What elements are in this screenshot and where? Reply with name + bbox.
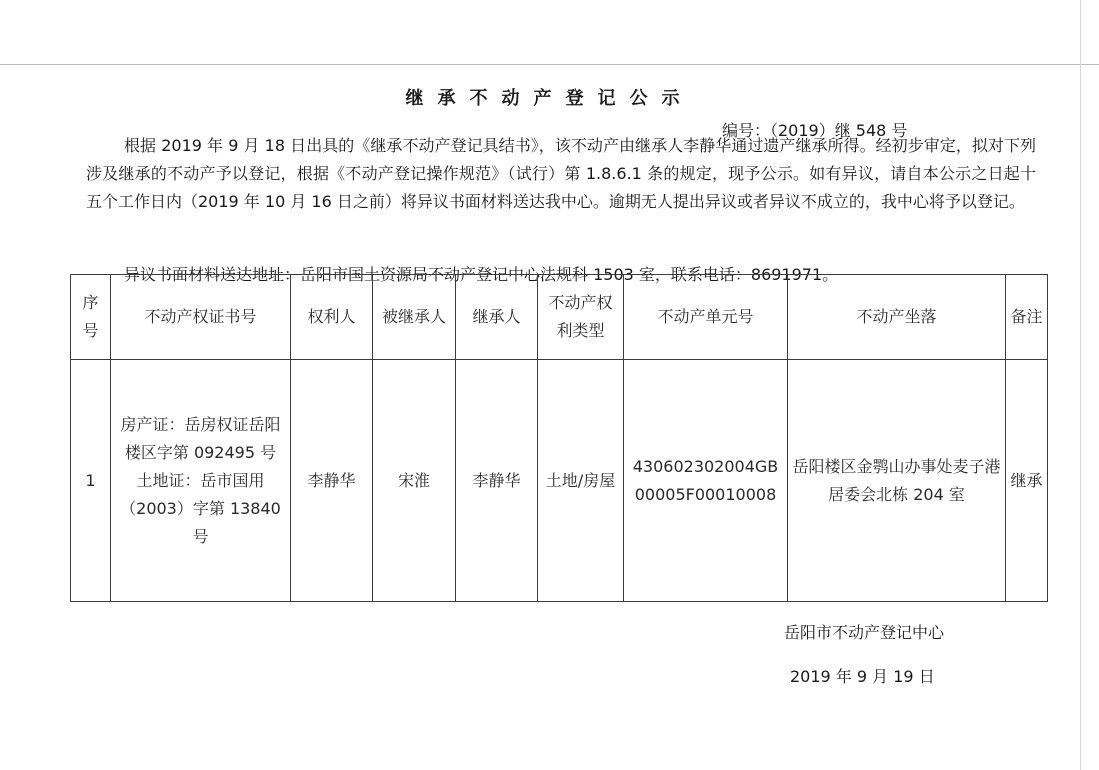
header-unit-no: 不动产单元号 xyxy=(624,275,788,360)
header-right-type: 不动产权利类型 xyxy=(538,275,624,360)
header-decedent: 被继承人 xyxy=(373,275,456,360)
cell-location: 岳阳楼区金鹗山办事处麦子港居委会北栋 204 室 xyxy=(788,360,1006,602)
signature-organization: 岳阳市不动产登记中心 xyxy=(784,623,945,642)
header-heir: 继承人 xyxy=(456,275,538,360)
cell-heir: 李静华 xyxy=(456,360,538,602)
cell-cert-house: 房产证：岳房权证岳阳楼区字第 092495 号 xyxy=(120,414,281,462)
header-cert-no: 不动产权证书号 xyxy=(111,275,291,360)
table-header-row xyxy=(71,275,1048,360)
objection-address: 异议书面材料送达地址：岳阳市国土资源局不动产登记中心法规科 1503 室，联系电话：8691971。 xyxy=(124,265,839,284)
property-table xyxy=(70,274,1048,602)
scan-edge-right xyxy=(1080,0,1081,770)
notice-paragraph: 根据 2019 年 9 月 18 日出具的《继承不动产登记具结书》，该不动产由继承人李静华通过遗产继承所得。经初步审定，拟对下列涉及继承的不动产予以登记，根据《不动产登记操作规范》（试行）第 1.8.6.1 条的规定，现予公示。如有异议，请自本公示之日起十五个工作日内（2019 年 10 月 16 日之前）将异议书面材料送达我中心。逾期无人提出异议或者异议不成立的，我中心将予以登记。 xyxy=(86,136,1036,211)
cell-cert-no xyxy=(111,360,291,602)
signature-date: 2019 年 9 月 19 日 xyxy=(790,667,935,686)
header-seq: 序号 xyxy=(71,275,111,360)
cell-right-holder: 李静华 xyxy=(291,360,373,602)
header-location: 不动产坐落 xyxy=(788,275,1006,360)
scan-edge-top xyxy=(0,64,1099,65)
cell-unit-no: 430602302004GB00005F00010008 xyxy=(624,360,788,602)
page-title: 继承不动产登记公示 xyxy=(405,88,694,109)
cell-seq: 1 xyxy=(71,360,111,602)
cell-cert-land: 土地证：岳市国用（2003）字第 13840 号 xyxy=(120,470,281,546)
header-right-holder: 权利人 xyxy=(291,275,373,360)
cell-remark: 继承 xyxy=(1006,360,1048,602)
cell-right-type: 土地/房屋 xyxy=(538,360,624,602)
header-remark: 备注 xyxy=(1006,275,1048,360)
document-number: 编号：（2019）继 548 号 xyxy=(722,121,908,140)
cell-decedent: 宋淮 xyxy=(373,360,456,602)
table-row xyxy=(71,360,1048,602)
